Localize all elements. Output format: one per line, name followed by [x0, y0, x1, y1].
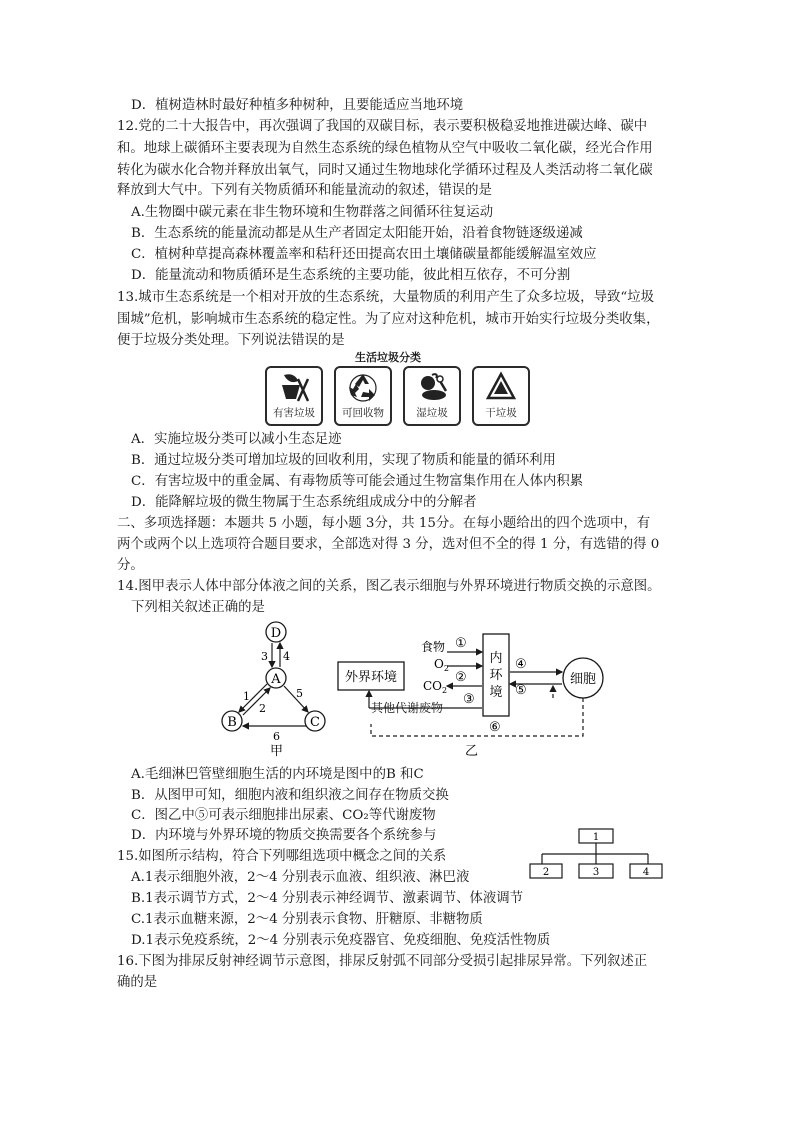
cell-label: 细胞 [569, 672, 597, 687]
tree-label-2: 2 [542, 867, 550, 878]
node-b-label: B [227, 715, 237, 730]
figure-yi [335, 628, 625, 758]
q15-option-b: B.1表示调节方式，2～4 分别表示神经调节、激素调节、体液调节 [131, 891, 524, 906]
q12-option-a: A.生物圈中碳元素在非生物环境和生物群落之间循环往复运动 [131, 205, 494, 220]
q12-option-b: B．生态系统的能量流动都是从生产者固定太阳能开始，沿着食物链逐级递减 [131, 226, 583, 241]
q15-option-a: A.1表示细胞外液，2～4 分别表示血液、组织液、淋巴液 [131, 870, 470, 885]
recycle-icon [345, 371, 381, 403]
q13-option-c: C．有害垃圾中的重金属、有毒物质等可能会通过生物富集作用在人体内积累 [131, 474, 584, 489]
waste-figure-caption: 生活垃圾分类 [355, 351, 421, 364]
arrow-label-3: 3 [261, 650, 268, 663]
q14-stem-line: 下列相关叙述正确的是 [131, 600, 265, 615]
bin-label: 湿垃圾 [416, 407, 448, 419]
q16-stem-line: 16.下图为排尿反射神经调节示意图，排尿反射弧不同部分受损引起排尿异常。下列叙述正 [117, 954, 648, 969]
q13-stem-line: 围城”危机，影响城市生态系统的稳定性。为了应对这种危机，城市开始实行垃圾分类收集， [117, 312, 660, 327]
tree-label-1: 1 [592, 832, 600, 843]
circle-num-3: ③ [463, 692, 475, 707]
o2-label [434, 657, 449, 673]
section2-header-line: 两个或两个以上选项符合题目要求，全部选对得 3 分，选对但不全的得 1 分，有选错的得 0 [117, 537, 660, 552]
arrow-label-1: 1 [243, 690, 250, 703]
q15-option-d: D.1表示免疫系统，2～4 分别表示免疫器官、免疫细胞、免疫活性物质 [131, 933, 551, 948]
arrow-label-2: 2 [259, 702, 266, 715]
circle-num-5: ⑤ [515, 683, 527, 698]
bin-label: 可回收物 [342, 407, 384, 419]
q16-stem-line: 确的是 [117, 975, 158, 990]
q12-stem-line: 转化为碳水化合物并释放出氧气，同时又通过生物地球化学循环过程及人类活动将二氧化碳 [117, 163, 653, 178]
hazardous-waste-bin [265, 366, 323, 426]
q13-stem-line: 便于垃圾分类处理。下列说法错误的是 [117, 333, 345, 348]
dry-waste-icon [483, 371, 519, 403]
node-c-label: C [310, 715, 320, 730]
recyclable-bin [334, 366, 392, 426]
co2-subscript: 2 [442, 686, 448, 695]
wet-waste-bin [403, 366, 461, 426]
q14-stem-line: 14.图甲表示人体中部分体液之间的关系，图乙表示细胞与外界环境进行物质交换的示意图。 [117, 579, 661, 594]
q14-option-c: C．图乙中⑤可表示细胞排出尿素、CO₂等代谢废物 [131, 808, 436, 823]
figure-jia [210, 618, 340, 758]
dry-waste-bin [472, 366, 530, 426]
co2-label [423, 679, 447, 695]
node-a-label: A [271, 672, 281, 687]
q15-tree-diagram [528, 826, 664, 884]
hazardous-waste-icon [276, 371, 312, 403]
node-d-label: D [270, 626, 282, 641]
circle-num-1: ① [455, 636, 467, 651]
q14-option-a: A.毛细淋巴管壁细胞生活的内环境是图中的B 和C [131, 767, 424, 782]
internal-env-char: 境 [489, 685, 503, 700]
arrow-label-6: 6 [273, 730, 280, 743]
q13-option-a: A．实施垃圾分类可以减小生态足迹 [131, 432, 342, 447]
q13-stem-line: 13.城市生态系统是一个相对开放的生态系统，大量物质的利用产生了众多垃圾，导致“垃圾 [117, 290, 654, 305]
circle-num-2: ② [455, 670, 467, 685]
internal-env-char: 环 [489, 668, 503, 683]
food-label: 食物 [421, 640, 446, 654]
o2-text: O [434, 657, 444, 671]
wet-waste-icon [414, 371, 450, 403]
q12-option-c: C．植树种草提高森林覆盖率和秸秆还田提高农田土壤储碳量都能缓解温室效应 [131, 247, 597, 262]
q13-option-b: B．通过垃圾分类可增加垃圾的回收利用，实现了物质和能量的循环利用 [131, 453, 556, 468]
circle-num-4: ④ [515, 657, 527, 672]
outer-environment-label: 外界环境 [344, 670, 398, 685]
bin-label: 干垃圾 [485, 407, 517, 419]
tree-label-3: 3 [592, 867, 600, 878]
arrow-label-4: 4 [283, 650, 290, 663]
q14-option-d: D．内环境与外界环境的物质交换需要各个系统参与 [131, 828, 437, 843]
q12-stem-line: 12.党的二十大报告中，再次强调了我国的双碳目标，表示要积极稳妥地推进碳达峰、碳中 [117, 119, 648, 134]
figure-jia-caption: 甲 [270, 744, 284, 758]
q13-option-d: D．能降解垃圾的微生物属于生态系统组成成分中的分解者 [131, 495, 477, 510]
section2-header-line: 分。 [117, 558, 144, 573]
q11-option-d: D．植树造林时最好种植多种树种，且要能适应当地环境 [131, 98, 464, 113]
circle-num-6: ⑥ [489, 720, 501, 735]
q12-stem-line: 释放到大气中。下列有关物质循环和能量流动的叙述，错误的是 [117, 183, 492, 198]
q14-option-b: B．从图甲可知，细胞内液和组织液之间存在物质交换 [131, 788, 449, 803]
waste-label: 其他代谢废物 [371, 701, 444, 715]
co2-text: CO [423, 679, 443, 693]
arrow-label-5: 5 [296, 687, 303, 700]
q15-option-c: C.1表示血糖来源，2～4 分别表示食物、肝糖原、非糖物质 [131, 912, 483, 927]
tree-label-4: 4 [642, 867, 650, 878]
q15-stem: 15.如图所示结构，符合下列哪组选项中概念之间的关系 [117, 849, 447, 864]
figure-yi-caption: 乙 [465, 744, 479, 758]
o2-subscript: 2 [443, 664, 449, 673]
q12-stem-line: 和。地球上碳循环主要表现为自然生态系统的绿色植物从空气中吸收二氧化碳，经光合作用 [117, 141, 653, 156]
q12-option-d: D．能量流动和物质循环是生态系统的主要功能，彼此相互依存，不可分割 [131, 268, 571, 283]
bin-label: 有害垃圾 [273, 407, 315, 419]
internal-env-char: 内 [489, 651, 503, 666]
section2-header-line: 二、多项选择题：本题共 5 小题，每小题 3分，共 15分。在每小题给出的四个选项中，有 [117, 516, 651, 531]
